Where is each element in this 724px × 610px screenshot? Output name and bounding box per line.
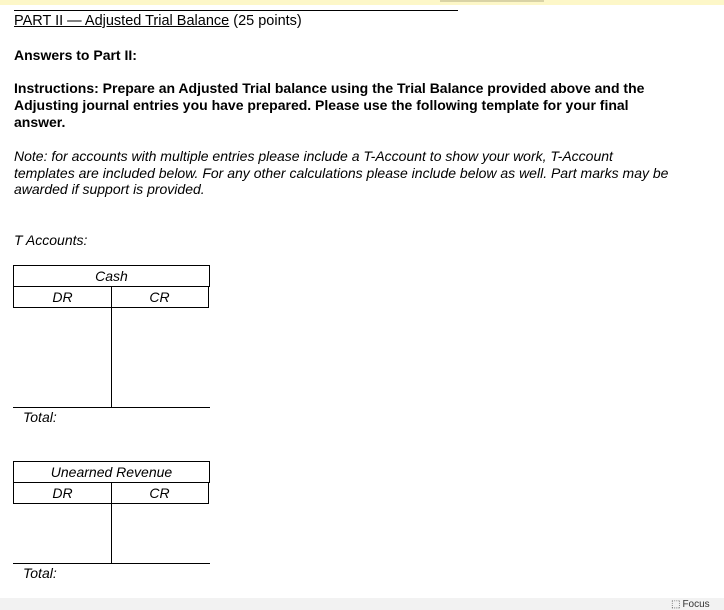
top-strip-tab [440, 0, 544, 2]
answers-label: Answers to Part II: [14, 47, 137, 63]
focus-button[interactable] [671, 598, 710, 610]
t-account-total-label: Total: [23, 565, 57, 581]
t-account-dr-header: DR [13, 286, 112, 308]
top-rule [14, 10, 458, 11]
instructions-text: Instructions: Prepare an Adjusted Trial balance using the Trial Balance provided above and the Adjusting journal entries you have prepared. Please use the following template for your final answer. [14, 80, 645, 130]
t-accounts-label: T Accounts: [14, 232, 88, 248]
t-account-title: Cash [13, 265, 210, 287]
part-heading-points: (25 points) [233, 13, 302, 29]
t-account-cr-header: CR [111, 286, 209, 308]
part-heading [14, 13, 302, 29]
t-account-bottom-line [13, 407, 210, 408]
t-account-title: Unearned Revenue [13, 461, 210, 483]
t-account-bottom-line [13, 563, 210, 564]
focus-icon: ⬚ [671, 599, 681, 610]
focus-button-label: Focus [682, 599, 710, 610]
bottom-toolbar [0, 598, 724, 610]
part-heading-title: PART II — Adjusted Trial Balance [14, 13, 230, 29]
t-account-dr-header: DR [13, 482, 112, 504]
note-text: Note: for accounts with multiple entries please include a T-Account to show your work, T-Account templates are included below. For any other calculations please include below as well. Part marks may be awarded if support is provided. [14, 148, 669, 197]
top-strip [0, 0, 724, 5]
t-account-divider [111, 504, 112, 563]
t-account-total-label: Total: [23, 409, 57, 425]
t-account-cr-header: CR [111, 482, 209, 504]
t-account-divider [111, 308, 112, 407]
